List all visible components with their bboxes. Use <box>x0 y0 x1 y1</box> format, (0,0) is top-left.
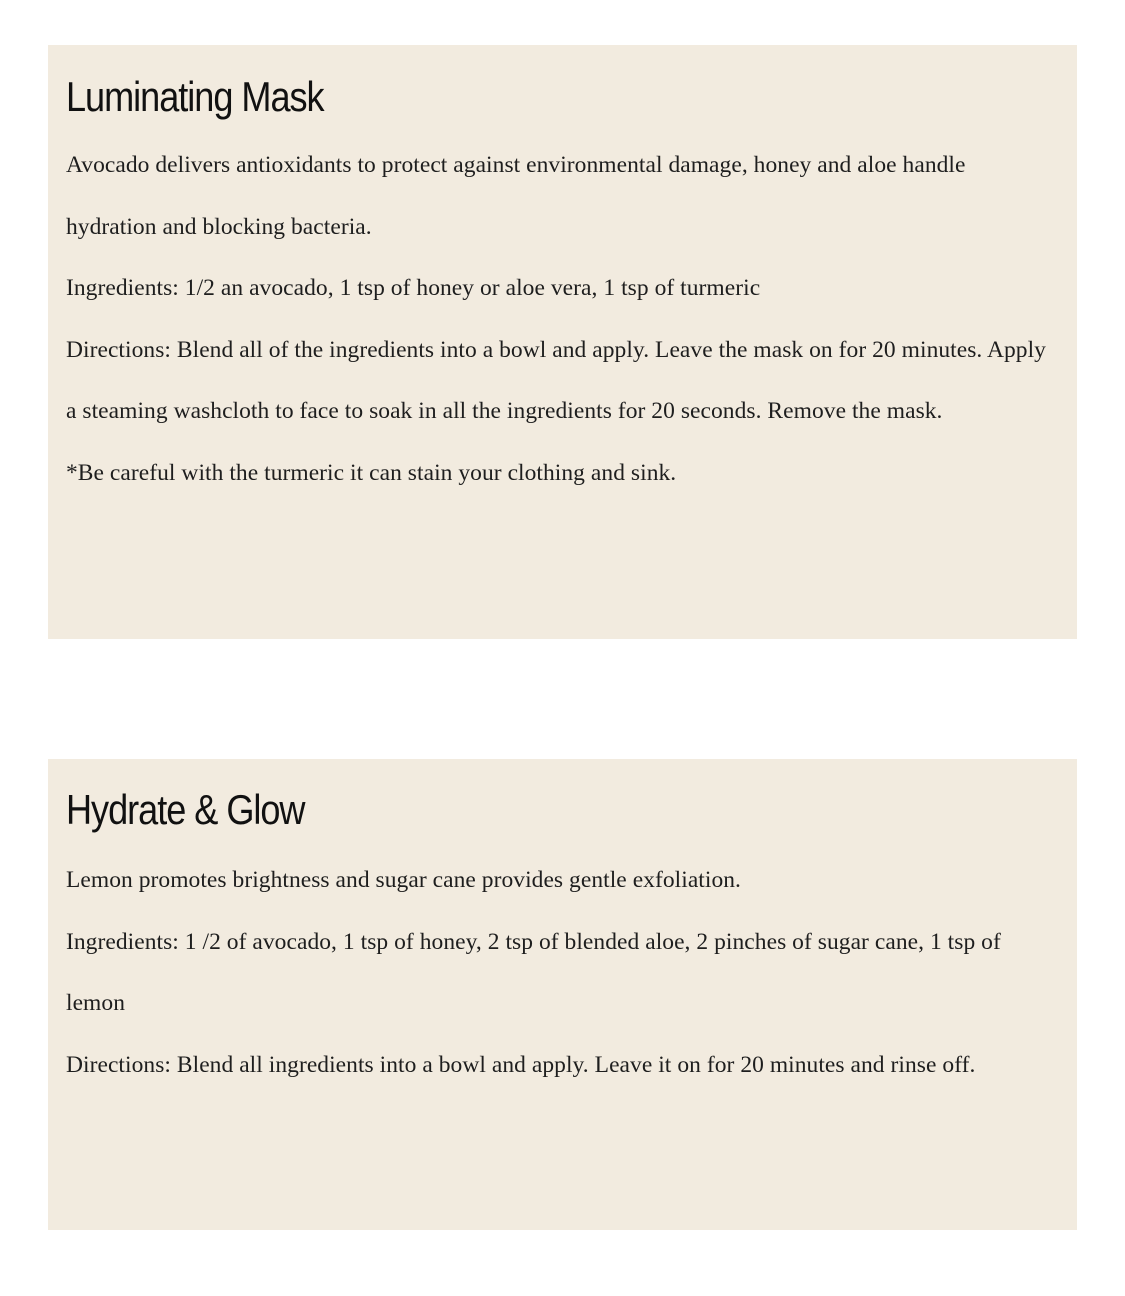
recipe-body <box>66 135 1059 505</box>
recipe-directions: Directions: Blend all of the ingredients into a bowl and apply. Leave the mask on for 20 minutes. Apply a steaming washcloth to face to soak in all the ingredients for 20 seconds. Remove the mask. <box>66 336 1046 425</box>
recipe-card-luminating-mask <box>48 45 1077 639</box>
recipe-directions: Directions: Blend all ingredients into a bowl and apply. Leave it on for 20 minutes and rinse off. <box>66 1051 976 1078</box>
recipe-description: Lemon promotes brightness and sugar cane provides gentle exfoliation. <box>66 867 741 893</box>
recipe-title: Hydrate & Glow <box>66 786 305 833</box>
recipe-card-hydrate-glow <box>48 759 1077 1230</box>
recipe-body <box>66 850 1059 1096</box>
recipe-description: Avocado delivers antioxidants to protect against environmental damage, honey and aloe handle hydration and blocking bacteria. <box>66 152 966 240</box>
recipe-note: *Be careful with the turmeric it can stain your clothing and sink. <box>66 459 677 486</box>
recipe-title: Luminating Mask <box>66 73 324 120</box>
recipe-ingredients: Ingredients: 1 /2 of avocado, 1 tsp of honey, 2 tsp of blended aloe, 2 pinches of sugar cane, 1 tsp of lemon <box>66 928 1001 1017</box>
recipe-ingredients: Ingredients: 1/2 an avocado, 1 tsp of honey or aloe vera, 1 tsp of turmeric <box>66 275 761 302</box>
